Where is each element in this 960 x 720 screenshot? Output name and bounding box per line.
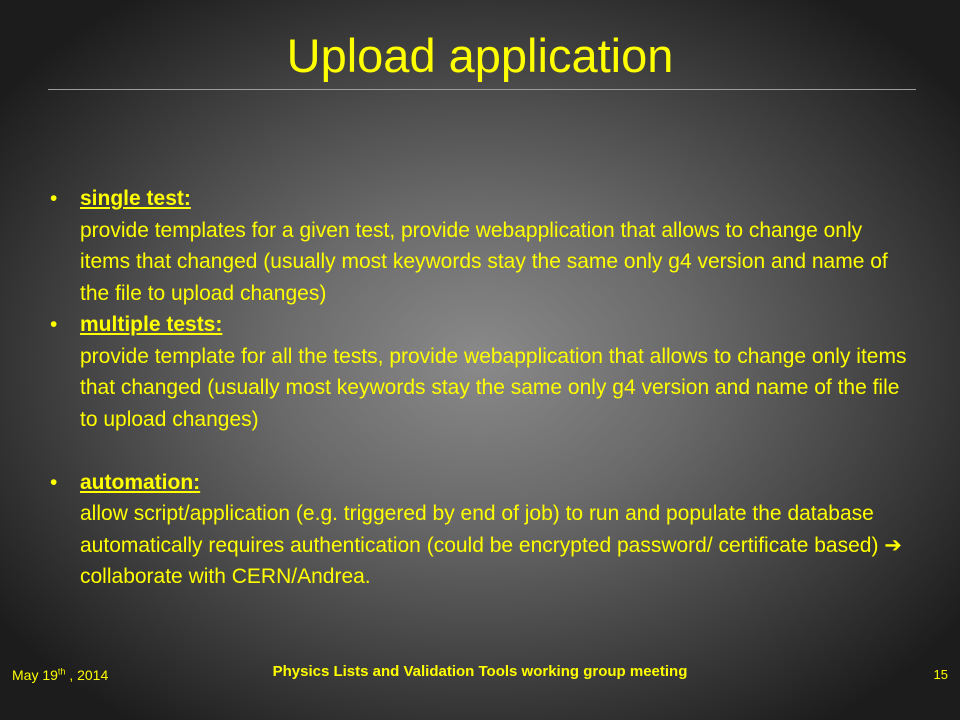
footer-meeting-title: Physics Lists and Validation Tools working group meeting (272, 663, 688, 680)
bullet-item-automation (48, 467, 908, 593)
bullet-icon: • (50, 313, 58, 336)
bullet-heading: single test: (80, 187, 191, 210)
footer-date-day: May 19 (12, 667, 58, 683)
bullet-text-part: allow script/application (e.g. triggered by end of job) to run and populate the database automatically requires authentication (could be encrypted password/ certificate based) (80, 502, 885, 557)
page-number: 15 (933, 667, 948, 682)
footer-date-suffix: th (57, 666, 66, 677)
bullet-list (48, 183, 908, 593)
bullet-heading: automation: (80, 470, 201, 494)
bullet-item-single-test (48, 183, 908, 309)
footer-date-year: , 2014 (65, 667, 109, 683)
bullet-icon: • (50, 470, 58, 494)
bullet-text-part: collaborate with CERN/Andrea. (80, 565, 371, 588)
bullet-text: provide template for all the tests, provide webapplication that allows to change only items that changed (usually most keywords stay the same only g4 version and name of the file to upload changes) (80, 344, 907, 431)
right-arrow-icon: ➔ (884, 533, 902, 557)
bullet-icon: • (50, 187, 58, 210)
bullet-text: provide templates for a given test, provide webapplication that allows to change only items that changed (usually most keywords stay the same only g4 version and name of the file to upload changes) (80, 218, 888, 305)
title-divider (48, 89, 916, 90)
bullet-heading: multiple tests: (80, 313, 223, 336)
bullet-item-multiple-tests (48, 309, 908, 435)
bullet-text (80, 498, 908, 593)
slide-title: Upload application (286, 29, 674, 82)
